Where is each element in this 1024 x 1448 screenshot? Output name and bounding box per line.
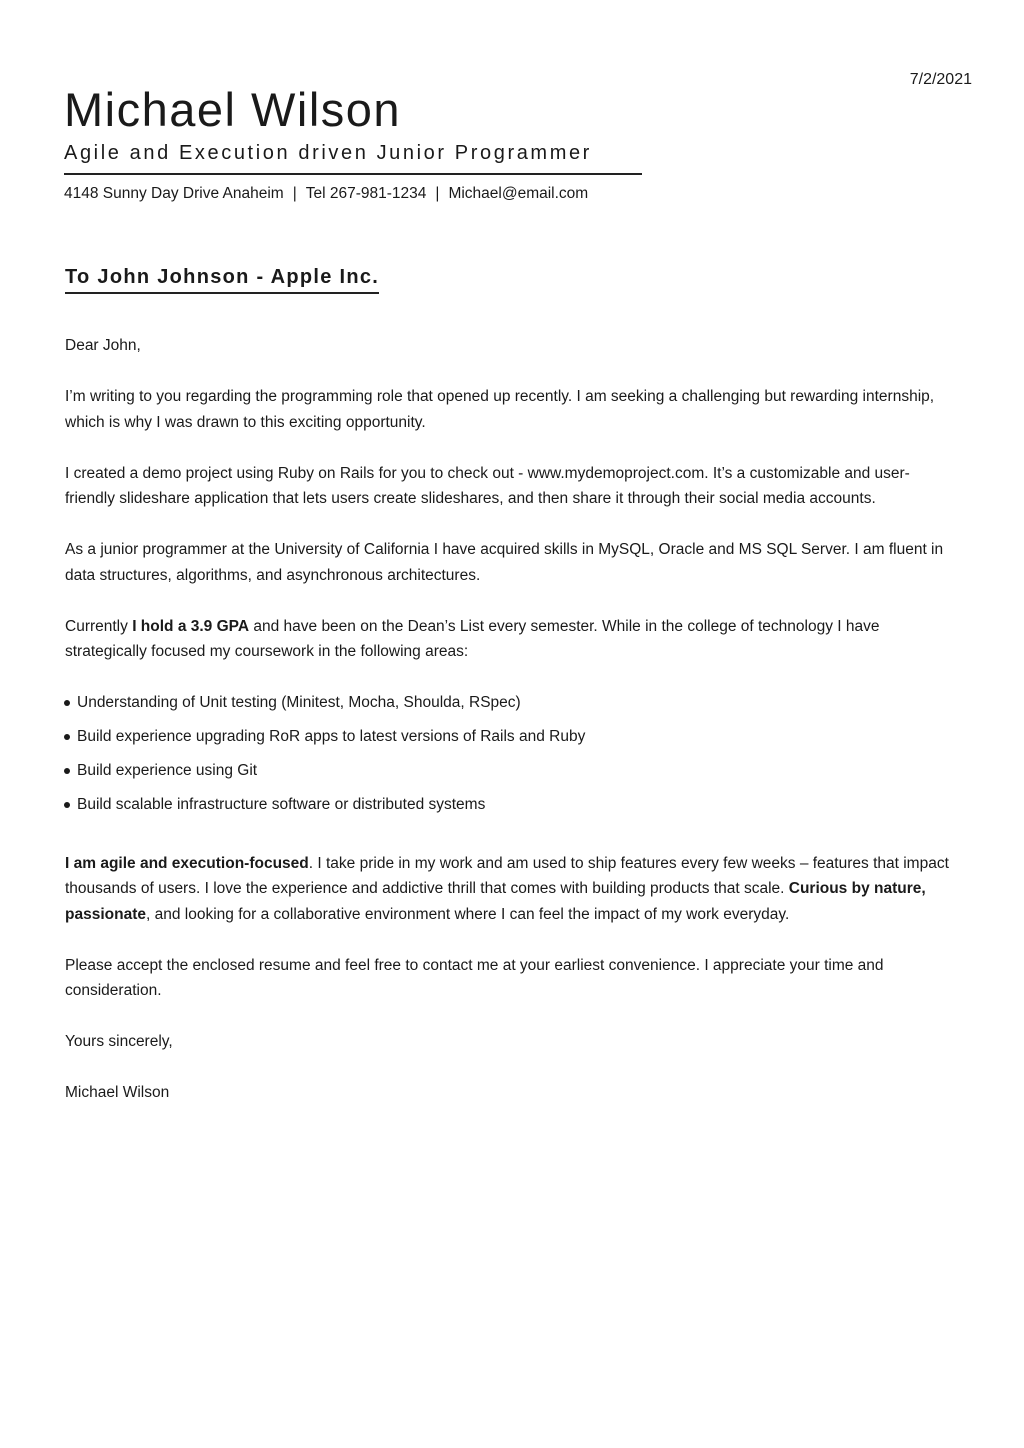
signature: Michael Wilson [65,1084,170,1101]
paragraph-skills: As a junior programmer at the University of California I have acquired skills in MySQL, Oracle and MS SQL Server. I am fluent in data structures, algorithms, and asynchronous architectures. [65,541,944,584]
sender-title: Agile and Execution driven Junior Programmer [64,142,642,175]
paragraph-intro: I’m writing to you regarding the programming role that opened up recently. I am seeking a challenging but rewarding internship, which is why I was drawn to this exciting opportunity. [65,388,935,431]
recipient-heading: To John Johnson - Apple Inc. [65,266,379,294]
bullet-icon [64,734,70,740]
gpa-highlight: I hold a 3.9 GPA [132,617,250,635]
bullet-icon [64,768,70,774]
contact-separator: | [292,185,297,202]
letter-date: 7/2/2021 [909,71,972,88]
contact-separator: | [435,185,440,202]
letter-body [65,333,958,1131]
sender-phone: Tel 267-981-1234 [305,185,427,202]
sender-address: 4148 Sunny Day Drive Anaheim [64,185,284,202]
paragraph-closing-request: Please accept the enclosed resume and feel free to contact me at your earliest convenience. I appreciate your time and consideration. [65,956,884,999]
list-item: Build experience upgrading RoR apps to latest versions of Rails and Ruby [65,724,958,750]
bullet-icon [64,700,70,706]
coursework-list [65,690,958,818]
greeting: Dear John, [65,337,141,354]
closing: Yours sincerely, [65,1033,173,1050]
agile-highlight: I am agile and execution-focused [65,854,309,872]
paragraph-demo-project: I created a demo project using Ruby on Rails for you to check out - www.mydemoproject.com. It’s a customizable and user-friendly slideshare application that lets users create slideshares, and then share it through their social media accounts. [65,464,910,507]
list-item: Understanding of Unit testing (Minitest, Mocha, Shoulda, RSpec) [65,690,958,716]
contact-line [64,185,642,203]
paragraph-agile: I am agile and execution-focused. I take pride in my work and am used to ship features every few weeks – features that impact thousands of users. I love the experience and addictive thrill that comes with building products that scale. Curious by nature, passionate, and looking for a collaborative environment where I can feel the impact of my work everyday. [65,854,949,923]
sender-email: Michael@email.com [448,185,589,202]
bullet-icon [64,802,70,808]
letter-header [64,84,642,203]
paragraph-gpa: Currently I hold a 3.9 GPA and have been on the Dean’s List every semester. While in the college of technology I have strategically focused my coursework in the following areas: [65,617,880,660]
list-item: Build experience using Git [65,758,958,784]
list-item: Build scalable infrastructure software or distributed systems [65,792,958,818]
curious-highlight: Curious by nature, passionate [65,880,926,923]
sender-name: Michael Wilson [64,83,402,136]
